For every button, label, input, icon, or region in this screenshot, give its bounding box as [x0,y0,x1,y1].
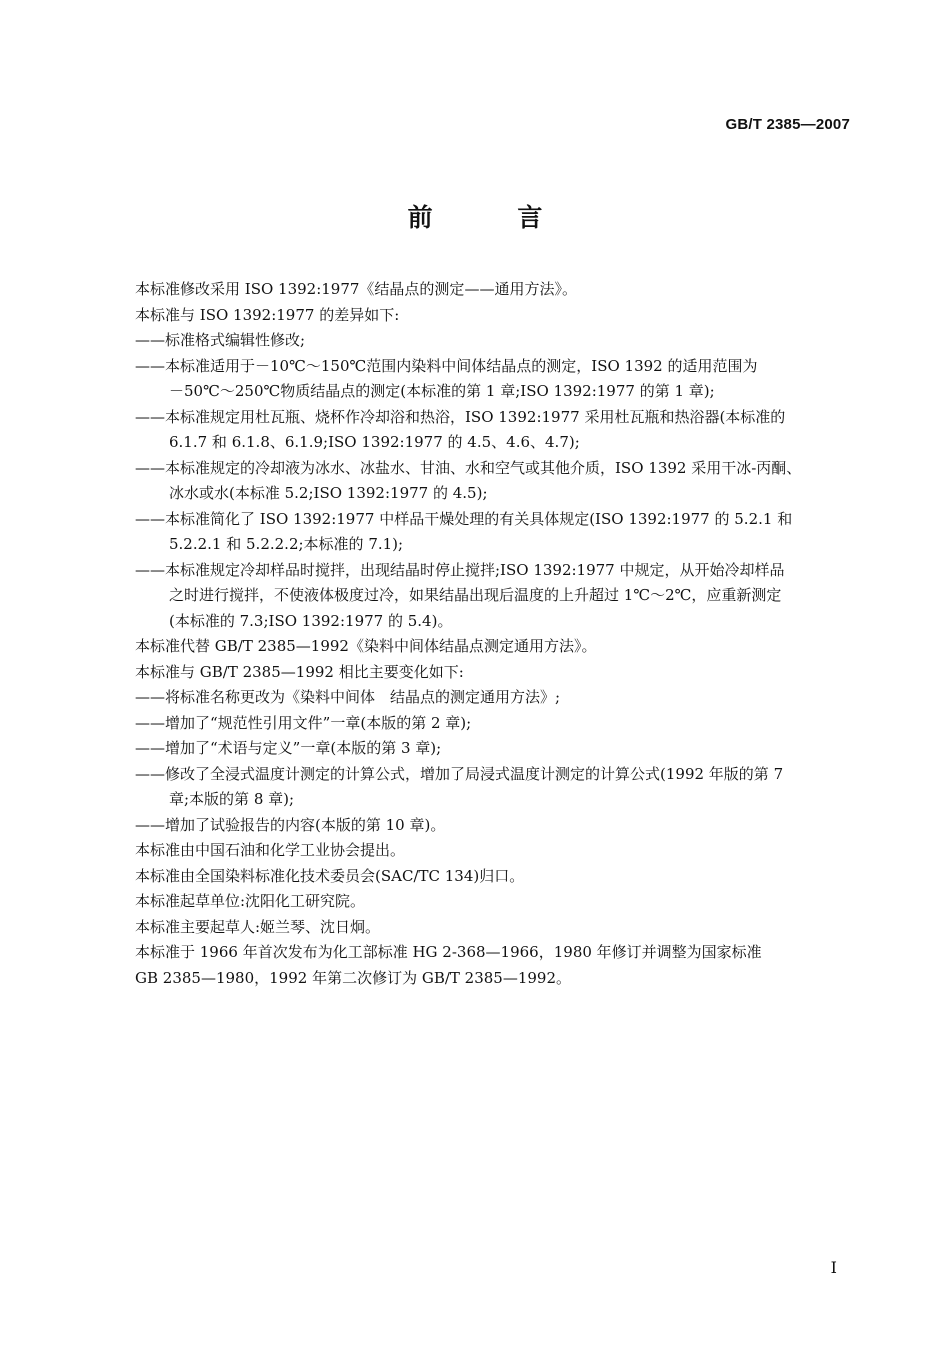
text-line: 本标准主要起草人:姬兰琴、沈日炯。 [135,917,381,936]
text-line: ——增加了试验报告的内容(本版的第 10 章)。 [135,815,446,834]
text-line: ——本标准规定的冷却液为冰水、冰盐水、甘油、水和空气或其他介质，ISO 1392 采用干冰-丙酮、 [135,458,802,477]
text-line: ——增加了“术语与定义”一章(本版的第 3 章); [135,739,442,757]
text-line: ——将标准名称更改为《染料中间体 结晶点的测定通用方法》; [135,688,561,706]
page-number: I [830,1258,837,1277]
text-line: 本标准代替 GB/T 2385—1992《染料中间体结晶点测定通用方法》。 [135,637,597,655]
text-line: ——本标准适用于－10℃～150℃范围内染料中间体结晶点的测定，ISO 1392 的适用范围为 [135,356,758,375]
text-line: ——增加了“规范性引用文件”一章(本版的第 2 章); [135,713,472,732]
text-line: 本标准修改采用 ISO 1392:1977《结晶点的测定——通用方法》。 [135,280,577,298]
text-line: 章;本版的第 8 章); [169,790,295,808]
text-line: ——修改了全浸式温度计测定的计算公式，增加了局浸式温度计测定的计算公式(1992 年版的第 7 [135,764,784,783]
text-line: 本标准于 1966 年首次发布为化工部标准 HG 2-368—1966，1980 年修订并调整为国家标准 [135,943,762,961]
page-title: 前 言 [407,203,581,232]
text-line: ——本标准规定用杜瓦瓶、烧杯作冷却浴和热浴，ISO 1392:1977 采用杜瓦瓶和热浴器(本标准的 [135,407,786,426]
text-line: ——本标准规定冷却样品时搅拌，出现结晶时停止搅拌;ISO 1392:1977 中规定，从开始冷却样品 [135,560,785,579]
text-line: 本标准由中国石油和化学工业协会提出。 [135,841,406,859]
text-line: 冰水或水(本标准 5.2;ISO 1392:1977 的 4.5); [169,484,488,502]
text-line: 5.2.2.1 和 5.2.2.2;本标准的 7.1); [169,535,404,553]
text-line: (本标准的 7.3;ISO 1392:1977 的 5.4)。 [169,611,453,630]
text-line: 本标准由全国染料标准化技术委员会(SAC/TC 134)归口。 [135,866,525,885]
standard-code: GB/T 2385—2007 [725,116,850,133]
text-line: 之时进行搅拌，不使液体极度过冷，如果结晶出现后温度的上升超过 1℃～2℃，应重新测定 [169,586,782,604]
text-line: 本标准与 GB/T 2385—1992 相比主要变化如下: [135,662,464,681]
text-line: 本标准与 ISO 1392:1977 的差异如下: [135,305,400,324]
foreword-body [135,277,853,991]
text-line: －50℃～250℃物质结晶点的测定(本标准的第 1 章;ISO 1392:1977 的第 1 章); [169,382,715,400]
text-line: 本标准起草单位:沈阳化工研究院。 [135,892,366,910]
text-line: ——标准格式编辑性修改; [135,331,306,349]
text-line: 6.1.7 和 6.1.8、6.1.9;ISO 1392:1977 的 4.5、4.6、4.7); [169,433,580,451]
text-line: GB 2385—1980，1992 年第二次修订为 GB/T 2385—1992。 [135,968,572,987]
text-line: ——本标准简化了 ISO 1392:1977 中样品干燥处理的有关具体规定(ISO 1392:1977 的 5.2.1 和 [135,509,793,528]
